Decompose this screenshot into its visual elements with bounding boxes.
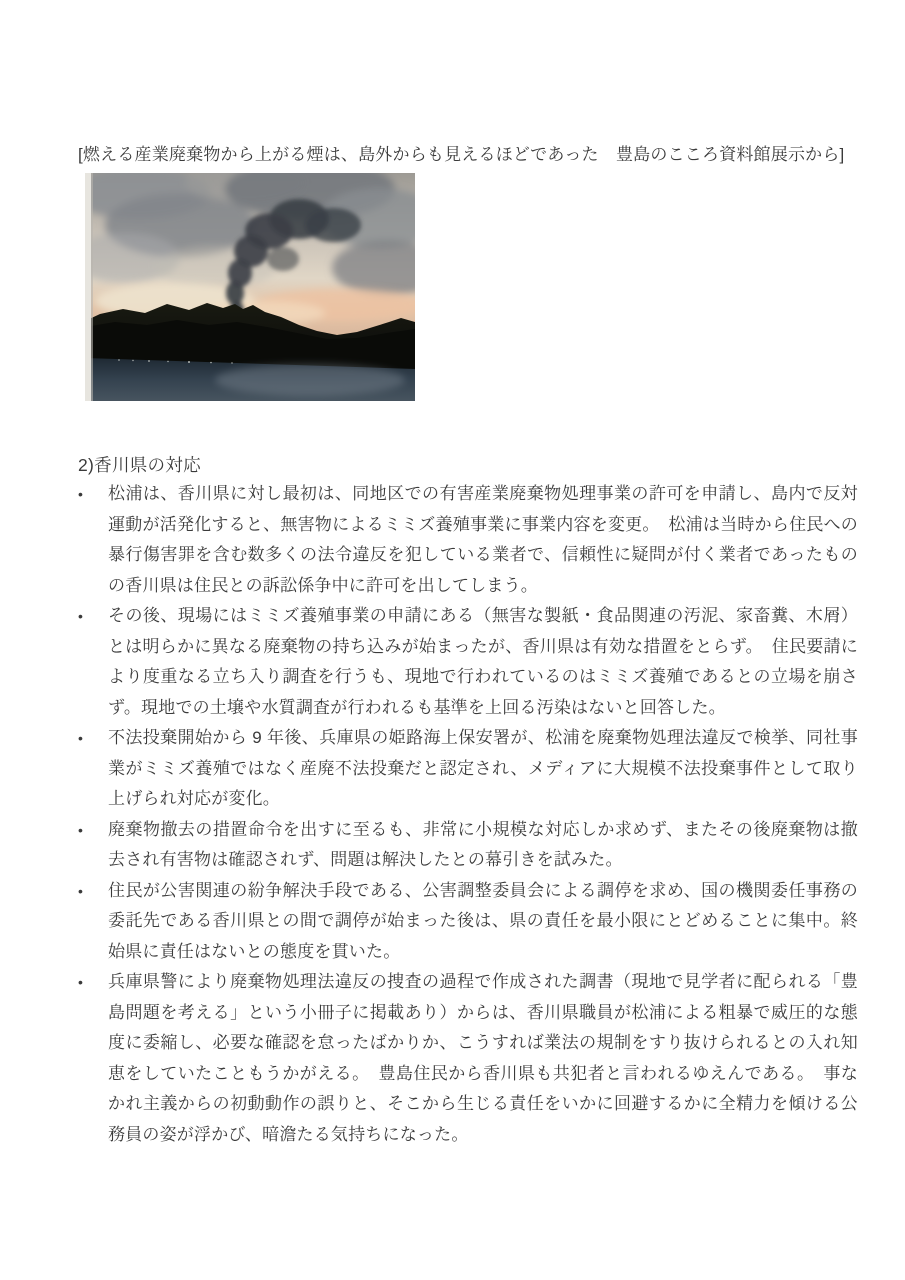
list-item bbox=[78, 479, 858, 601]
list-item bbox=[78, 601, 858, 723]
bullet-marker: • bbox=[78, 821, 83, 838]
section-heading: 2)香川県の対応 bbox=[78, 455, 201, 475]
bullet-marker: • bbox=[78, 486, 83, 502]
list-item bbox=[78, 876, 858, 968]
bullet-text: 不法投棄開始から 9 年後、兵庫県の姫路海上保安署が、松浦を廃棄物処理法違反で検挙、同社事業がミミズ養殖ではなく産廃不法投棄だと認定され、メディアに大規模不法投棄事件として取り上げられ対応が変化。 bbox=[108, 728, 858, 808]
bullet-text: 住民が公害関連の紛争解決手段である、公害調整委員会による調停を求め、国の機関委任事務の委託先である香川県との間で調停が始まった後は、県の責任を最小限にとどめることに集中。終始県に責任はないとの態度を貫いた。 bbox=[108, 880, 858, 961]
bullet-text: 松浦は、香川県に対し最初は、同地区での有害産業廃棄物処理事業の許可を申請し、島内で反対運動が活発化すると、無害物によるミミズ養殖事業に事業内容を変更。 松浦は当時から住民への暴行傷害罪を含む数多くの法令違反を犯している業者で、信頼性に疑問が付く業者であったものの香川県は住民との訴訟係争中に許可を出してしまう。 bbox=[108, 484, 858, 595]
bullet-text: その後、現場にはミミズ養殖事業の申請にある（無害な製紙・食品関連の汚泥、家畜糞、木屑）とは明らかに異なる廃棄物の持ち込みが始まったが、香川県は有効な措置をとらず。 住民要請により度重なる立ち入り調査を行うも、現地で行われているのはミミズ養殖であるとの立場を崩さず。現地での土壌や水質調査が行われるも基準を上回る汚染はないと回答した。 bbox=[108, 606, 858, 717]
list-item bbox=[78, 967, 858, 1150]
photo-caption: [燃える産業廃棄物から上がる煙は、島外からも見えるほどであった 豊島のこころ資料館展示から] bbox=[78, 145, 845, 164]
photo-left-edge-strip bbox=[85, 173, 91, 401]
bullet-marker: • bbox=[78, 608, 83, 624]
bullet-marker: • bbox=[78, 882, 83, 899]
list-item bbox=[78, 723, 858, 815]
bullet-marker: • bbox=[78, 730, 83, 746]
bullet-text: 兵庫県警により廃棄物処理法違反の捜査の過程で作成された調書（現地で見学者に配られる「豊島問題を考える」という小冊子に掲載あり）からは、香川県職員が松浦による粗暴で威圧的な態度に委縮し、必要な確認を怠ったばかりか、こうすれば業法の規制をすり抜けられるとの入れ知恵をしていたこともうかがえる。 豊島住民から香川県も共犯者と言われるゆえんである。 事なかれ主義からの初動動作の誤りと、そこから生じる責任をいかに回避するかに全精力を傾ける公務員の姿が浮かび、暗澹たる気持ちになった。 bbox=[108, 972, 858, 1144]
list-item bbox=[78, 815, 858, 876]
photo-water-sheen bbox=[215, 364, 405, 396]
bullet-marker: • bbox=[78, 974, 83, 990]
smoke-photo bbox=[85, 173, 415, 401]
bullet-list bbox=[78, 479, 858, 1150]
bullet-text: 廃棄物撤去の措置命令を出すに至るも、非常に小規模な対応しか求めず、またその後廃棄物は撤去され有害物は確認されず、問題は解決したとの幕引きを試みた。 bbox=[108, 819, 858, 869]
